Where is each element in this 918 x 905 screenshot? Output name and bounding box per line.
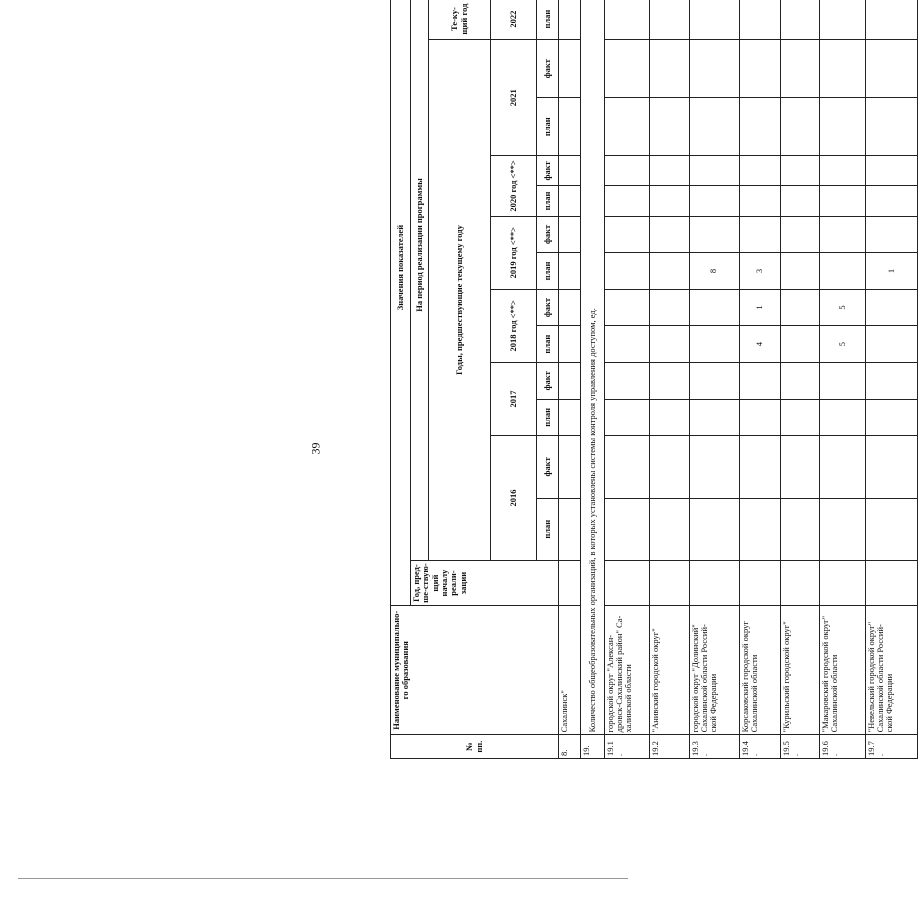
table-row [780,0,819,759]
value-cell [559,498,581,560]
value-cell [739,0,780,40]
value-cell: 5 [820,326,866,363]
value-cell [739,156,780,186]
value-cell [650,156,689,186]
row-number: 19.2 [650,735,689,759]
value-cell [820,560,866,605]
value-cell [820,498,866,560]
value-cell [650,436,689,498]
value-cell [820,399,866,436]
value-cell [780,98,819,156]
header-plan-12: план [537,0,559,40]
value-cell [689,436,739,498]
header-fact-1: факт [537,436,559,498]
value-cell [820,98,866,156]
value-cell [820,0,866,40]
value-cell [604,326,650,363]
value-cell [650,560,689,605]
scan-edge-line [18,878,628,879]
value-cell [604,40,650,98]
value-cell [780,216,819,253]
municipality-name: "Анивский городской округ" [650,606,689,735]
value-cell [604,156,650,186]
table-row [604,0,650,759]
header-fact-7: факт [537,216,559,253]
value-cell [780,560,819,605]
row-number: 19.5 . [780,735,819,759]
value-cell [780,0,819,40]
header-plan-4: план [537,326,559,363]
value-cell [780,326,819,363]
header-plan-8: план [537,186,559,216]
value-cell [689,98,739,156]
value-cell [559,98,581,156]
header-fact-5: факт [537,289,559,326]
value-cell [559,40,581,98]
value-cell [559,436,581,498]
header-year-2019: 2019 год <**> [491,216,537,289]
value-cell [780,498,819,560]
header-year-2021: 2021 [491,40,537,156]
table-row [689,0,739,759]
value-cell [559,560,581,605]
value-cell [650,98,689,156]
row-number: 19.1 . [604,735,650,759]
header-year-2022: 2022 [491,0,537,40]
table-row [559,0,581,759]
value-cell [650,498,689,560]
value-cell [739,186,780,216]
value-cell [865,436,917,498]
value-cell [739,399,780,436]
value-cell [650,186,689,216]
value-cell [820,362,866,399]
value-cell [739,498,780,560]
value-cell: 8 [689,253,739,290]
value-cell [559,362,581,399]
value-cell [820,216,866,253]
header-plan-10: план [537,98,559,156]
value-cell [559,156,581,186]
value-cell [865,560,917,605]
value-cell [820,40,866,98]
value-cell [650,399,689,436]
row-number: 19.3 . [689,735,739,759]
value-cell: 1 [739,289,780,326]
header-current-year: Те-ку-щий год [429,0,491,40]
value-cell [780,40,819,98]
row-number: 19.4 . [739,735,780,759]
value-cell [559,216,581,253]
rotated-table-wrapper [390,0,918,759]
header-fact-3: факт [537,362,559,399]
row-number: 8. [559,735,581,759]
value-cell [780,186,819,216]
value-cell [739,362,780,399]
value-cell [689,560,739,605]
value-cell [865,216,917,253]
value-cell [689,498,739,560]
header-plan-2: план [537,399,559,436]
value-cell [689,362,739,399]
indicator-title: Количество общеобразовательных организаций, в которых установлены системы контроля управления доступом, ед. [580,0,604,735]
header-year-2017: 2017 [491,362,537,435]
value-cell [650,289,689,326]
value-cell [604,560,650,605]
header-fact-9: факт [537,156,559,186]
table-row [650,0,689,759]
value-cell [604,186,650,216]
header-plan-6: план [537,253,559,290]
municipality-name: городской округ "Алексан-дровск-Сахалинский район" Са-халинской области [604,606,650,735]
value-cell [689,186,739,216]
value-cell [689,399,739,436]
header-values: Значения показателей [391,0,411,606]
value-cell [739,560,780,605]
table-row [580,0,604,759]
value-cell [739,216,780,253]
header-prev-years: Годы, предшествующие текущему году [429,40,491,561]
value-cell [780,289,819,326]
municipality-name: "Невельский городской округ" Сахалинской области Россий-ской Федерации [865,606,917,735]
value-cell [604,253,650,290]
header-year-2018: 2018 год <**> [491,289,537,362]
table-row [820,0,866,759]
municipality-name: "Курильский городской округ" [780,606,819,735]
value-cell [820,436,866,498]
municipality-name: Сахалинск" [559,606,581,735]
header-base-year: Год, пред-ше-ствую-щий началу реали-зации [411,560,559,605]
value-cell [820,156,866,186]
value-cell [865,289,917,326]
header-fact-11: факт [537,40,559,98]
value-cell [604,0,650,40]
row-number: 19.7 . [865,735,917,759]
value-cell [739,98,780,156]
municipality-name: Корсаковский городской округ Сахалинской области [739,606,780,735]
value-cell [650,0,689,40]
value-cell [689,326,739,363]
value-cell [780,362,819,399]
value-cell [739,436,780,498]
municipality-name: городской округ "Долинский" Сахалинской области Россий-ской Федерации [689,606,739,735]
header-program-period: На период реализации программы [411,0,429,560]
value-cell [865,98,917,156]
value-cell [865,362,917,399]
value-cell [689,0,739,40]
value-cell [650,216,689,253]
header-year-2020: 2020 год <**> [491,156,537,216]
value-cell [689,40,739,98]
value-cell [865,186,917,216]
value-cell [865,0,917,40]
value-cell [650,362,689,399]
header-year-2016: 2016 [491,436,537,561]
indicators-table [390,0,918,759]
value-cell [865,326,917,363]
value-cell [780,399,819,436]
table-row [865,0,917,759]
value-cell [780,253,819,290]
value-cell [820,253,866,290]
value-cell [739,40,780,98]
value-cell [559,186,581,216]
value-cell [650,253,689,290]
page-number: 39 [308,442,323,455]
value-cell [780,436,819,498]
table-row [739,0,780,759]
value-cell: 3 [739,253,780,290]
value-cell [689,289,739,326]
value-cell [559,326,581,363]
row-number: 19. [580,735,604,759]
value-cell [604,436,650,498]
value-cell [604,289,650,326]
value-cell [650,326,689,363]
value-cell: 4 [739,326,780,363]
value-cell [604,399,650,436]
value-cell [865,498,917,560]
header-plan-0: план [537,498,559,560]
municipality-name: "Макаровский городской округ" Сахалинской области [820,606,866,735]
value-cell [650,40,689,98]
value-cell [559,0,581,40]
value-cell [559,289,581,326]
row-number: 19.6 . [820,735,866,759]
value-cell [865,399,917,436]
value-cell [559,253,581,290]
header-no: № пп. [391,735,559,759]
header-name: Наименование муниципально-го образования [391,606,559,735]
value-cell [559,399,581,436]
table-body [559,0,918,759]
value-cell [604,498,650,560]
value-cell [780,156,819,186]
value-cell: 5 [820,289,866,326]
value-cell [865,40,917,98]
value-cell [689,216,739,253]
value-cell [604,98,650,156]
value-cell [604,216,650,253]
value-cell [689,156,739,186]
value-cell [604,362,650,399]
value-cell [820,186,866,216]
value-cell [865,156,917,186]
value-cell: 1 [865,253,917,290]
